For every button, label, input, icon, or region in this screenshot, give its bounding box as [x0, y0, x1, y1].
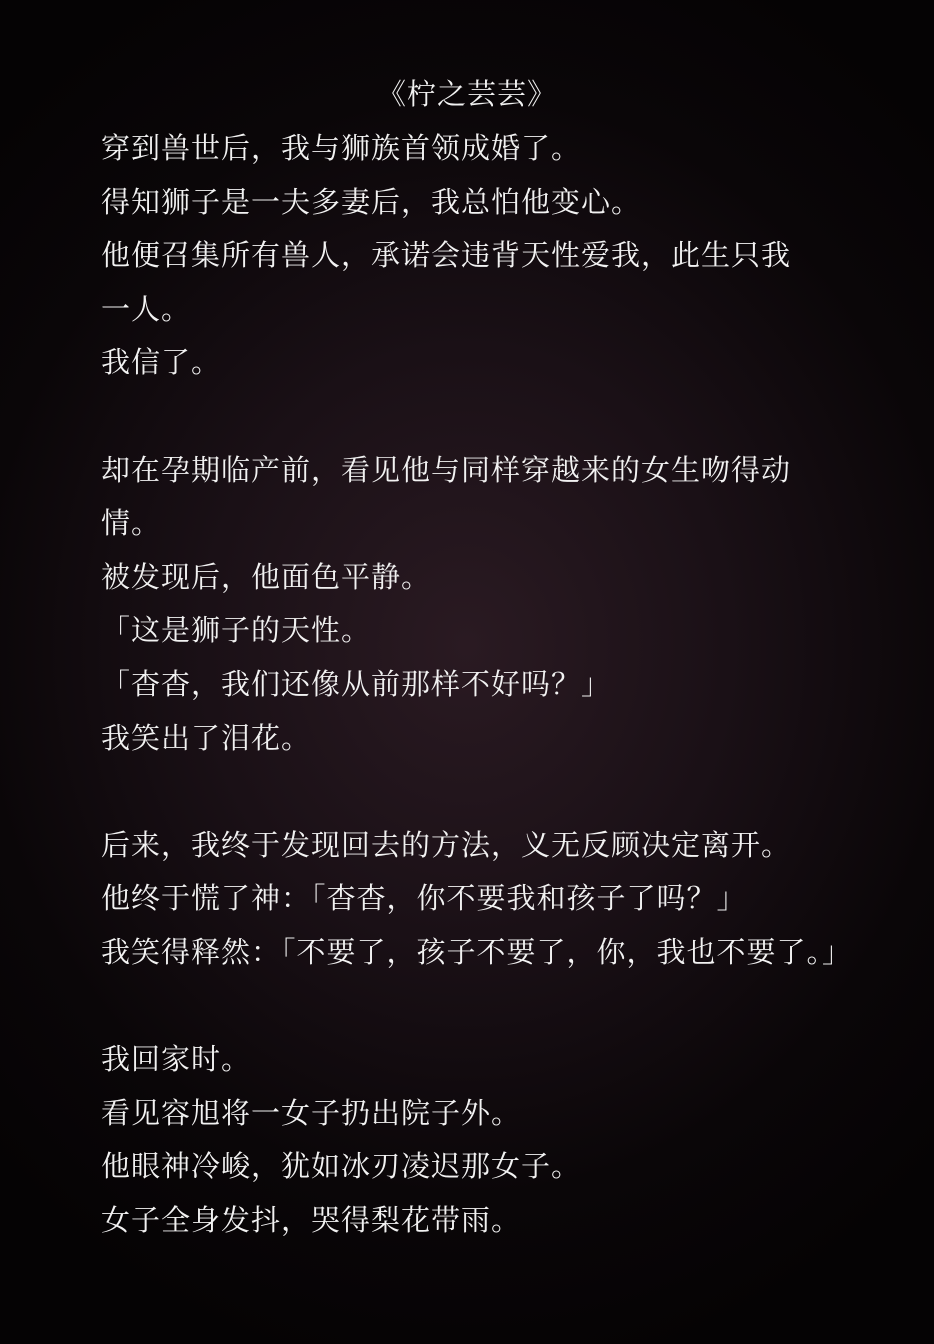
text-line: 我回家时。	[101, 1042, 252, 1077]
text-line: 他便召集所有兽人，承诺会违背天性爱我，此生只我	[101, 238, 792, 273]
paragraph-gap	[101, 765, 821, 819]
text-line: 看见容旭将一女子扔出院子外。	[101, 1095, 522, 1130]
text-line: 后来，我终于发现回去的方法，义无反顾决定离开。	[101, 827, 792, 862]
text-line: 我信了。	[101, 345, 222, 380]
paragraph-1	[101, 122, 821, 390]
text-line: 「杳杳，我们还像从前那样不好吗？」	[101, 666, 612, 701]
text-line: 穿到兽世后，我与狮族首领成婚了。	[101, 131, 582, 165]
text-line: 我笑出了泪花。	[101, 720, 312, 755]
text-line: 得知狮子是一夫多妻后，我总怕他变心。	[101, 184, 642, 219]
text-line: 「这是狮子的天性。	[101, 613, 372, 648]
text-line: 他终于慌了神：「杳杳，你不要我和孩子了吗？」	[101, 881, 747, 916]
paragraph-3	[101, 819, 853, 980]
text-line: 被发现后，他面色平静。	[101, 559, 432, 594]
text-line: 我笑得释然：「不要了，孩子不要了，你，我也不要了。」	[101, 934, 853, 969]
paragraph-gap	[101, 390, 821, 444]
paragraph-4	[101, 1033, 821, 1247]
story-body	[101, 122, 853, 1247]
paragraph-2	[101, 444, 821, 766]
text-line: 女子全身发抖，哭得梨花带雨。	[101, 1202, 522, 1237]
text-line: 他眼神冷峻，犹如冰刃凌迟那女子。	[101, 1149, 582, 1184]
text-line: 情。	[101, 506, 162, 541]
text-line: 却在孕期临产前，看见他与同样穿越来的女生吻得动	[101, 452, 792, 487]
text-line: 一人。	[101, 291, 192, 326]
story-title: 《柠之芸芸》	[376, 77, 557, 111]
paragraph-gap	[101, 980, 821, 1034]
